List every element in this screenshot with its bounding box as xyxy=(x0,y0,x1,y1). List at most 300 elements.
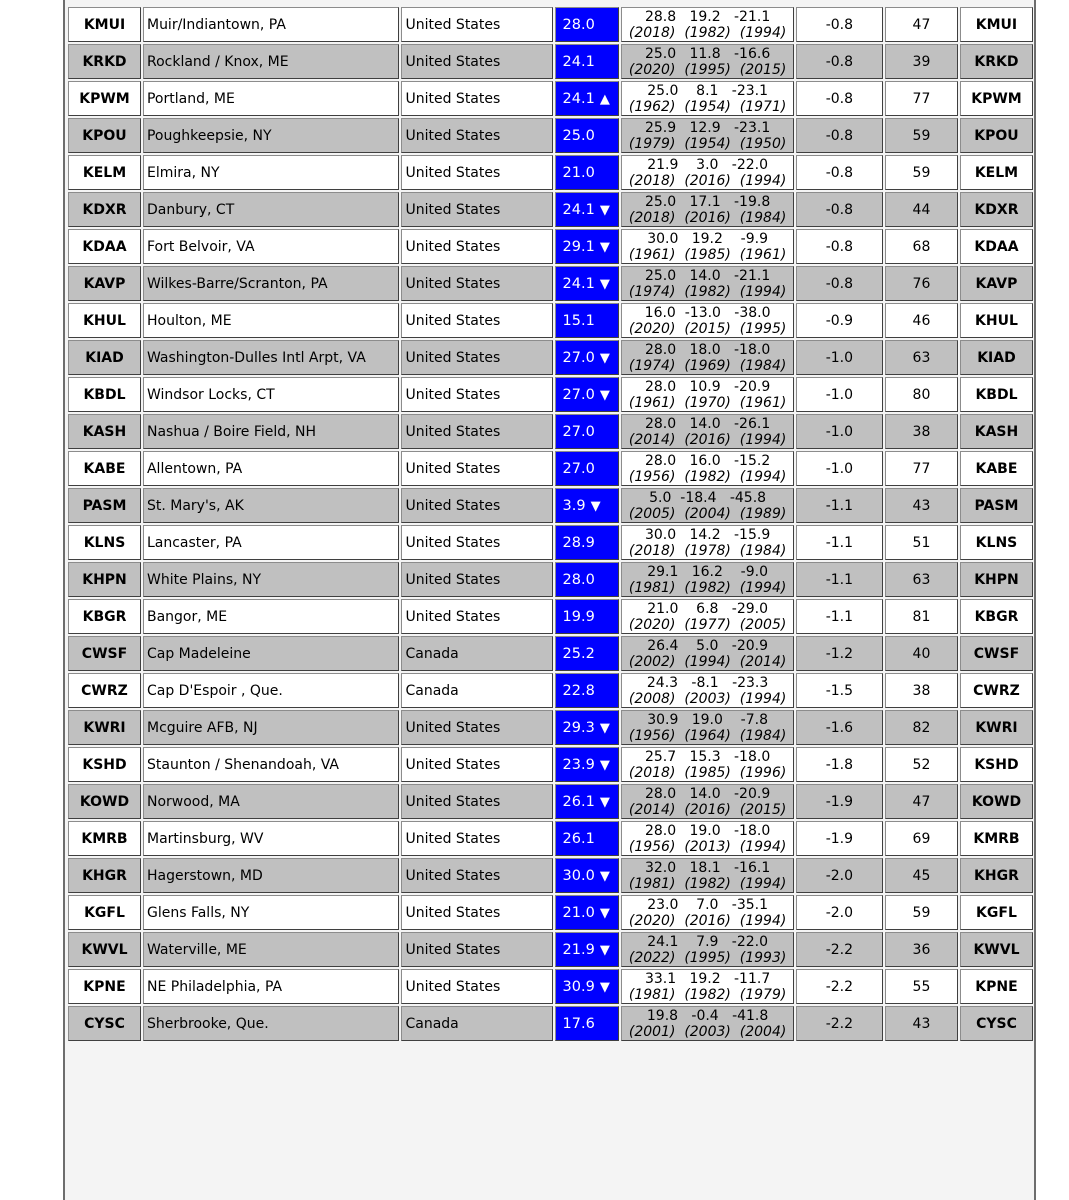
station-code-right[interactable]: KASH xyxy=(960,414,1033,449)
temp-value: 21.0 xyxy=(562,904,595,921)
current-temp xyxy=(555,340,620,375)
temp-value: 27.0 xyxy=(562,349,595,366)
temp-value: 24.1 xyxy=(562,90,595,107)
record-values: 16.0 -13.0 -38.0 xyxy=(644,304,771,321)
current-temp xyxy=(555,488,620,523)
departure: -2.0 xyxy=(796,858,883,893)
years-count: 38 xyxy=(885,414,958,449)
trend-arrow-icon: ▲ xyxy=(599,91,610,107)
station-code-right[interactable]: KHUL xyxy=(960,303,1033,338)
station-code-right[interactable]: KOWD xyxy=(960,784,1033,819)
trend-arrow-icon: ▼ xyxy=(590,498,601,514)
current-temp xyxy=(555,118,620,153)
current-temp xyxy=(555,710,620,745)
country: United States xyxy=(401,895,552,930)
current-temp xyxy=(555,44,620,79)
records-cell xyxy=(621,81,793,116)
current-temp xyxy=(555,451,620,486)
record-years: (2002) (1994) (2014) xyxy=(628,653,787,670)
table-row xyxy=(68,155,1033,190)
table-row xyxy=(68,118,1033,153)
temp-value: 25.2 xyxy=(562,645,595,662)
record-values: 28.0 19.0 -18.0 xyxy=(644,822,771,839)
departure: -2.0 xyxy=(796,895,883,930)
records-cell xyxy=(621,414,793,449)
record-years: (1974) (1982) (1994) xyxy=(628,283,787,300)
record-years: (2018) (2016) (1994) xyxy=(628,172,787,189)
station-code-right[interactable]: KPOU xyxy=(960,118,1033,153)
records-cell xyxy=(621,488,793,523)
station-code[interactable]: KASH xyxy=(68,414,141,449)
record-years: (2018) (2016) (1984) xyxy=(628,209,787,226)
table-row xyxy=(68,599,1033,634)
departure: -1.9 xyxy=(796,784,883,819)
station-code[interactable]: KLNS xyxy=(68,525,141,560)
record-values: 23.0 7.0 -35.1 xyxy=(647,896,768,913)
table-row xyxy=(68,784,1033,819)
station-code-right[interactable]: KDAA xyxy=(960,229,1033,264)
years-count: 55 xyxy=(885,969,958,1004)
record-values: 28.0 10.9 -20.9 xyxy=(644,378,771,395)
current-temp xyxy=(555,525,620,560)
station-code[interactable]: KAVP xyxy=(68,266,141,301)
record-years: (1956) (2013) (1994) xyxy=(628,838,787,855)
records-cell xyxy=(621,710,793,745)
departure: -0.8 xyxy=(796,118,883,153)
table-row xyxy=(68,192,1033,227)
years-count: 80 xyxy=(885,377,958,412)
records-cell xyxy=(621,118,793,153)
station-code[interactable]: KSHD xyxy=(68,747,141,782)
table-row xyxy=(68,377,1033,412)
country: United States xyxy=(401,525,552,560)
departure: -1.1 xyxy=(796,488,883,523)
station-name: St. Mary's, AK xyxy=(143,488,400,523)
current-temp xyxy=(555,303,620,338)
years-count: 51 xyxy=(885,525,958,560)
record-years: (1961) (1970) (1961) xyxy=(628,394,787,411)
records-cell xyxy=(621,44,793,79)
departure: -0.8 xyxy=(796,7,883,42)
years-count: 38 xyxy=(885,673,958,708)
station-code-right[interactable]: CYSC xyxy=(960,1006,1033,1041)
table-row xyxy=(68,7,1033,42)
record-values: 25.9 12.9 -23.1 xyxy=(644,119,771,136)
station-name: Bangor, ME xyxy=(143,599,400,634)
station-code-right[interactable]: KAVP xyxy=(960,266,1033,301)
station-code-right[interactable]: KIAD xyxy=(960,340,1033,375)
station-code[interactable]: KRKD xyxy=(68,44,141,79)
record-values: 25.0 14.0 -21.1 xyxy=(644,267,771,284)
country: United States xyxy=(401,747,552,782)
country: United States xyxy=(401,932,552,967)
current-temp xyxy=(555,7,620,42)
country: United States xyxy=(401,7,552,42)
departure: -2.2 xyxy=(796,932,883,967)
records-cell xyxy=(621,562,793,597)
current-temp xyxy=(555,414,620,449)
station-code[interactable]: KDXR xyxy=(68,192,141,227)
station-code[interactable]: KDAA xyxy=(68,229,141,264)
station-name: Wilkes-Barre/Scranton, PA xyxy=(143,266,400,301)
station-code-right[interactable]: CWSF xyxy=(960,636,1033,671)
station-code[interactable]: KBDL xyxy=(68,377,141,412)
country: Canada xyxy=(401,1006,552,1041)
country: Canada xyxy=(401,673,552,708)
departure: -1.1 xyxy=(796,525,883,560)
station-name: Glens Falls, NY xyxy=(143,895,400,930)
table-row xyxy=(68,266,1033,301)
record-years: (2018) (1985) (1996) xyxy=(628,764,787,781)
departure: -2.2 xyxy=(796,1006,883,1041)
station-name: Norwood, MA xyxy=(143,784,400,819)
station-code-right[interactable]: KGFL xyxy=(960,895,1033,930)
departure: -0.9 xyxy=(796,303,883,338)
record-values: 28.0 16.0 -15.2 xyxy=(644,452,771,469)
departure: -1.2 xyxy=(796,636,883,671)
table-row xyxy=(68,229,1033,264)
departure: -1.1 xyxy=(796,599,883,634)
departure: -0.8 xyxy=(796,266,883,301)
record-values: 30.0 14.2 -15.9 xyxy=(644,526,771,543)
temp-value: 23.9 xyxy=(562,756,595,773)
station-code-right[interactable]: KMRB xyxy=(960,821,1033,856)
country: United States xyxy=(401,192,552,227)
departure: -1.6 xyxy=(796,710,883,745)
years-count: 43 xyxy=(885,488,958,523)
station-code[interactable]: KPOU xyxy=(68,118,141,153)
station-code-right[interactable]: KWVL xyxy=(960,932,1033,967)
station-name: Elmira, NY xyxy=(143,155,400,190)
station-code-right[interactable]: KMUI xyxy=(960,7,1033,42)
record-values: 26.4 5.0 -20.9 xyxy=(647,637,768,654)
temp-value: 24.1 xyxy=(562,53,595,70)
station-code[interactable]: KABE xyxy=(68,451,141,486)
country: United States xyxy=(401,710,552,745)
record-years: (2018) (1982) (1994) xyxy=(628,24,787,41)
years-count: 63 xyxy=(885,562,958,597)
temp-value: 24.1 xyxy=(562,201,595,218)
station-name: Waterville, ME xyxy=(143,932,400,967)
records-cell xyxy=(621,1006,793,1041)
table-row xyxy=(68,1006,1033,1041)
record-values: 24.1 7.9 -22.0 xyxy=(647,933,768,950)
station-code[interactable]: PASM xyxy=(68,488,141,523)
records-cell xyxy=(621,636,793,671)
station-name: Martinsburg, WV xyxy=(143,821,400,856)
records-cell xyxy=(621,525,793,560)
records-cell xyxy=(621,303,793,338)
temp-value: 29.1 xyxy=(562,238,595,255)
record-years: (1981) (1982) (1979) xyxy=(628,986,787,1003)
records-cell xyxy=(621,340,793,375)
record-years: (2005) (2004) (1989) xyxy=(628,505,787,522)
years-count: 59 xyxy=(885,155,958,190)
record-years: (2014) (2016) (1994) xyxy=(628,431,787,448)
record-values: 25.0 11.8 -16.6 xyxy=(644,45,771,62)
temp-value: 17.6 xyxy=(562,1015,595,1032)
table-row xyxy=(68,340,1033,375)
record-values: 32.0 18.1 -16.1 xyxy=(644,859,771,876)
years-count: 82 xyxy=(885,710,958,745)
station-name: Lancaster, PA xyxy=(143,525,400,560)
station-code-right[interactable]: KHPN xyxy=(960,562,1033,597)
record-values: 25.7 15.3 -18.0 xyxy=(644,748,771,765)
station-code-right[interactable]: KELM xyxy=(960,155,1033,190)
record-values: 28.0 14.0 -20.9 xyxy=(644,785,771,802)
years-count: 68 xyxy=(885,229,958,264)
record-years: (1956) (1964) (1984) xyxy=(628,727,787,744)
station-code-right[interactable]: KHGR xyxy=(960,858,1033,893)
record-years: (1981) (1982) (1994) xyxy=(628,579,787,596)
country: United States xyxy=(401,340,552,375)
record-values: 5.0 -18.4 -45.8 xyxy=(649,489,767,506)
station-name: Poughkeepsie, NY xyxy=(143,118,400,153)
current-temp xyxy=(555,932,620,967)
trend-arrow-icon: ▼ xyxy=(599,350,610,366)
record-years: (1956) (1982) (1994) xyxy=(628,468,787,485)
station-table-body xyxy=(68,7,1033,1041)
temp-value: 28.0 xyxy=(562,16,595,33)
station-name: Hagerstown, MD xyxy=(143,858,400,893)
country: United States xyxy=(401,784,552,819)
temp-value: 28.9 xyxy=(562,534,595,551)
table-row xyxy=(68,636,1033,671)
country: United States xyxy=(401,858,552,893)
station-code-right[interactable]: KBDL xyxy=(960,377,1033,412)
station-code[interactable]: KHUL xyxy=(68,303,141,338)
temp-value: 3.9 xyxy=(562,497,586,514)
record-years: (1981) (1982) (1994) xyxy=(628,875,787,892)
record-values: 28.0 14.0 -26.1 xyxy=(644,415,771,432)
table-row xyxy=(68,44,1033,79)
station-name: Mcguire AFB, NJ xyxy=(143,710,400,745)
record-values: 29.1 16.2 -9.0 xyxy=(647,563,768,580)
record-years: (1979) (1954) (1950) xyxy=(628,135,787,152)
temp-value: 22.8 xyxy=(562,682,595,699)
temp-value: 28.0 xyxy=(562,571,595,588)
departure: -1.0 xyxy=(796,451,883,486)
records-cell xyxy=(621,451,793,486)
records-cell xyxy=(621,784,793,819)
years-count: 59 xyxy=(885,118,958,153)
years-count: 63 xyxy=(885,340,958,375)
country: United States xyxy=(401,969,552,1004)
temp-value: 26.1 xyxy=(562,830,595,847)
station-code[interactable]: KPWM xyxy=(68,81,141,116)
station-name: Portland, ME xyxy=(143,81,400,116)
years-count: 77 xyxy=(885,81,958,116)
records-cell xyxy=(621,932,793,967)
country: United States xyxy=(401,599,552,634)
years-count: 76 xyxy=(885,266,958,301)
station-name: Houlton, ME xyxy=(143,303,400,338)
current-temp xyxy=(555,155,620,190)
station-code[interactable]: KMUI xyxy=(68,7,141,42)
record-values: 33.1 19.2 -11.7 xyxy=(644,970,771,987)
years-count: 77 xyxy=(885,451,958,486)
temp-value: 26.1 xyxy=(562,793,595,810)
record-values: 25.0 8.1 -23.1 xyxy=(647,82,768,99)
table-row xyxy=(68,451,1033,486)
station-code[interactable]: KHPN xyxy=(68,562,141,597)
table-row xyxy=(68,303,1033,338)
station-code-right[interactable]: KABE xyxy=(960,451,1033,486)
current-temp xyxy=(555,81,620,116)
station-name: Cap D'Espoir , Que. xyxy=(143,673,400,708)
station-code[interactable]: KWRI xyxy=(68,710,141,745)
station-code-right[interactable]: KLNS xyxy=(960,525,1033,560)
station-code[interactable]: KGFL xyxy=(68,895,141,930)
current-temp xyxy=(555,229,620,264)
current-temp xyxy=(555,858,620,893)
records-cell xyxy=(621,266,793,301)
country: United States xyxy=(401,81,552,116)
temp-value: 15.1 xyxy=(562,312,595,329)
departure: -1.0 xyxy=(796,340,883,375)
record-years: (2020) (1977) (2005) xyxy=(628,616,787,633)
records-cell xyxy=(621,377,793,412)
current-temp xyxy=(555,377,620,412)
country: United States xyxy=(401,451,552,486)
records-cell xyxy=(621,895,793,930)
station-code[interactable]: CWRZ xyxy=(68,673,141,708)
record-years: (2020) (2015) (1995) xyxy=(628,320,787,337)
temp-value: 21.9 xyxy=(562,941,595,958)
record-values: 19.8 -0.4 -41.8 xyxy=(646,1007,769,1024)
trend-arrow-icon: ▼ xyxy=(599,979,610,995)
current-temp xyxy=(555,747,620,782)
years-count: 44 xyxy=(885,192,958,227)
trend-arrow-icon: ▼ xyxy=(599,942,610,958)
station-code-right[interactable]: KDXR xyxy=(960,192,1033,227)
record-values: 28.8 19.2 -21.1 xyxy=(644,8,771,25)
table-row xyxy=(68,673,1033,708)
temp-value: 27.0 xyxy=(562,386,595,403)
country: United States xyxy=(401,488,552,523)
station-code[interactable]: CWSF xyxy=(68,636,141,671)
country: United States xyxy=(401,303,552,338)
station-code[interactable]: KPNE xyxy=(68,969,141,1004)
station-code[interactable]: KOWD xyxy=(68,784,141,819)
temp-value: 29.3 xyxy=(562,719,595,736)
station-code[interactable]: KHGR xyxy=(68,858,141,893)
years-count: 69 xyxy=(885,821,958,856)
years-count: 59 xyxy=(885,895,958,930)
departure: -0.8 xyxy=(796,192,883,227)
station-name: Rockland / Knox, ME xyxy=(143,44,400,79)
temp-value: 19.9 xyxy=(562,608,595,625)
record-years: (2001) (2003) (2004) xyxy=(628,1023,787,1040)
record-years: (2018) (1978) (1984) xyxy=(628,542,787,559)
record-values: 28.0 18.0 -18.0 xyxy=(644,341,771,358)
table-row xyxy=(68,821,1033,856)
table-row xyxy=(68,858,1033,893)
record-years: (2014) (2016) (2015) xyxy=(628,801,787,818)
temp-value: 27.0 xyxy=(562,423,595,440)
trend-arrow-icon: ▼ xyxy=(599,794,610,810)
table-row xyxy=(68,525,1033,560)
table-row xyxy=(68,81,1033,116)
station-name: Danbury, CT xyxy=(143,192,400,227)
records-cell xyxy=(621,747,793,782)
current-temp xyxy=(555,969,620,1004)
departure: -1.0 xyxy=(796,414,883,449)
station-table xyxy=(66,5,1035,1043)
years-count: 40 xyxy=(885,636,958,671)
years-count: 36 xyxy=(885,932,958,967)
departure: -1.9 xyxy=(796,821,883,856)
trend-arrow-icon: ▼ xyxy=(599,905,610,921)
station-code-right[interactable]: PASM xyxy=(960,488,1033,523)
record-years: (1961) (1985) (1961) xyxy=(628,246,787,263)
records-cell xyxy=(621,673,793,708)
station-code-right[interactable]: KBGR xyxy=(960,599,1033,634)
record-years: (2020) (1995) (2015) xyxy=(628,61,787,78)
record-values: 25.0 17.1 -19.8 xyxy=(644,193,771,210)
country: United States xyxy=(401,377,552,412)
station-code[interactable]: CYSC xyxy=(68,1006,141,1041)
record-values: 30.9 19.0 -7.8 xyxy=(647,711,768,728)
years-count: 45 xyxy=(885,858,958,893)
station-code[interactable]: KBGR xyxy=(68,599,141,634)
record-values: 21.9 3.0 -22.0 xyxy=(647,156,768,173)
records-cell xyxy=(621,858,793,893)
years-count: 46 xyxy=(885,303,958,338)
country: United States xyxy=(401,266,552,301)
station-code-right[interactable]: KRKD xyxy=(960,44,1033,79)
records-cell xyxy=(621,192,793,227)
station-name: Windsor Locks, CT xyxy=(143,377,400,412)
station-code-right[interactable]: CWRZ xyxy=(960,673,1033,708)
station-code[interactable]: KMRB xyxy=(68,821,141,856)
station-code[interactable]: KIAD xyxy=(68,340,141,375)
departure: -1.0 xyxy=(796,377,883,412)
current-temp xyxy=(555,1006,620,1041)
temp-value: 24.1 xyxy=(562,275,595,292)
station-code-right[interactable]: KWRI xyxy=(960,710,1033,745)
records-cell xyxy=(621,7,793,42)
station-code-right[interactable]: KSHD xyxy=(960,747,1033,782)
station-code[interactable]: KWVL xyxy=(68,932,141,967)
table-row xyxy=(68,747,1033,782)
trend-arrow-icon: ▼ xyxy=(599,239,610,255)
station-code-right[interactable]: KPNE xyxy=(960,969,1033,1004)
table-row xyxy=(68,710,1033,745)
table-row xyxy=(68,562,1033,597)
station-name: NE Philadelphia, PA xyxy=(143,969,400,1004)
station-code[interactable]: KELM xyxy=(68,155,141,190)
temp-value: 30.9 xyxy=(562,978,595,995)
country: United States xyxy=(401,414,552,449)
record-years: (1962) (1954) (1971) xyxy=(628,98,787,115)
record-years: (1974) (1969) (1984) xyxy=(628,357,787,374)
current-temp xyxy=(555,599,620,634)
station-name: Nashua / Boire Field, NH xyxy=(143,414,400,449)
years-count: 47 xyxy=(885,784,958,819)
current-temp xyxy=(555,895,620,930)
record-years: (2022) (1995) (1993) xyxy=(628,949,787,966)
record-years: (2020) (2016) (1994) xyxy=(628,912,787,929)
station-code-right[interactable]: KPWM xyxy=(960,81,1033,116)
current-temp xyxy=(555,636,620,671)
country: United States xyxy=(401,118,552,153)
temp-value: 21.0 xyxy=(562,164,595,181)
current-temp xyxy=(555,266,620,301)
current-temp xyxy=(555,192,620,227)
trend-arrow-icon: ▼ xyxy=(599,868,610,884)
years-count: 81 xyxy=(885,599,958,634)
